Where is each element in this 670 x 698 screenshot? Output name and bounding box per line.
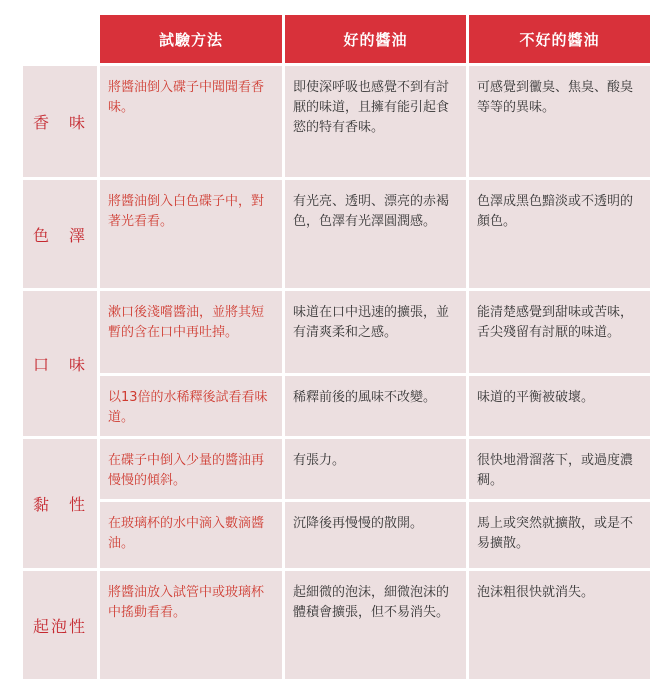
header-good: 好的醬油 <box>285 15 466 63</box>
method-cell: 在玻璃杯的水中滴入數滴醬油。 <box>100 502 282 568</box>
good-cell: 有張力。 <box>285 439 466 499</box>
bad-cell: 泡沫粗很快就消失。 <box>469 571 650 679</box>
row-taste-1 <box>23 291 650 373</box>
good-cell: 味道在口中迅速的擴張，並有清爽柔和之感。 <box>285 291 466 373</box>
good-cell: 沉降後再慢慢的散開。 <box>285 502 466 568</box>
header-row <box>23 15 650 63</box>
good-cell: 即使深呼吸也感覺不到有討厭的味道，且擁有能引起食慾的特有香味。 <box>285 66 466 177</box>
bad-cell: 很快地滑溜落下，或過度濃稠。 <box>469 439 650 499</box>
category-aroma: 香 味 <box>23 66 97 177</box>
method-cell: 將醬油倒入白色碟子中，對著光看看。 <box>100 180 282 288</box>
row-foam <box>23 571 650 679</box>
bad-cell: 味道的平衡被破壞。 <box>469 376 650 436</box>
method-cell: 將醬油放入試管中或玻璃杯中搖動看看。 <box>100 571 282 679</box>
header-corner <box>23 15 97 63</box>
bad-cell: 馬上或突然就擴散，或是不易擴散。 <box>469 502 650 568</box>
method-cell: 將醬油倒入碟子中聞聞看香味。 <box>100 66 282 177</box>
method-cell: 漱口後淺嚐醬油，並將其短暫的含在口中再吐掉。 <box>100 291 282 373</box>
bad-cell: 色澤成黑色黯淡或不透明的顏色。 <box>469 180 650 288</box>
row-viscosity-2 <box>23 502 650 568</box>
category-viscosity: 黏 性 <box>23 439 97 568</box>
good-cell: 起細微的泡沫，細微泡沫的體積會擴張，但不易消失。 <box>285 571 466 679</box>
category-foam: 起泡性 <box>23 571 97 679</box>
method-cell: 在碟子中倒入少量的醬油再慢慢的傾斜。 <box>100 439 282 499</box>
method-cell: 以13倍的水稀釋後試看看味道。 <box>100 376 282 436</box>
bad-cell: 可感覺到黴臭、焦臭、酸臭等等的異味。 <box>469 66 650 177</box>
good-cell: 有光亮、透明、漂亮的赤褐色，色澤有光澤圓潤感。 <box>285 180 466 288</box>
row-aroma <box>23 66 650 177</box>
header-bad: 不好的醬油 <box>469 15 650 63</box>
soy-sauce-test-table <box>20 12 653 682</box>
category-color: 色 澤 <box>23 180 97 288</box>
bad-cell: 能清楚感覺到甜味或苦味，舌尖殘留有討厭的味道。 <box>469 291 650 373</box>
good-cell: 稀釋前後的風味不改變。 <box>285 376 466 436</box>
header-method: 試驗方法 <box>100 15 282 63</box>
category-taste: 口 味 <box>23 291 97 436</box>
row-taste-2 <box>23 376 650 436</box>
row-viscosity-1 <box>23 439 650 499</box>
row-color <box>23 180 650 288</box>
